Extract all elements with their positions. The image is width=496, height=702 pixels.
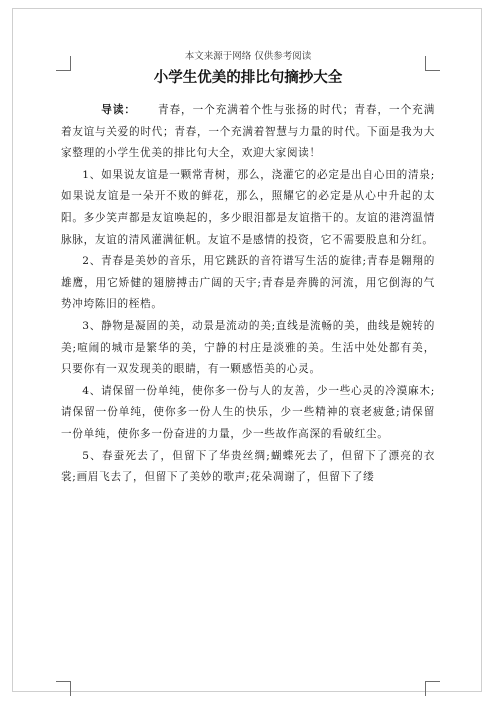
- crop-mark-bottom-right: [425, 681, 440, 696]
- paragraph-3: 3、静物是凝固的美，动景是流动的美;直线是流畅的美，曲线是婉转的美;喧闹的城市是繁华的美，宁静的村庄是淡雅的美。生活中处处都有美，只要你有一双发现美的眼睛，有一颗感悟美的心灵。: [61, 319, 435, 376]
- paragraph-2: 2、青春是美妙的音乐，用它跳跃的音符谱写生活的旋律;青春是翱翔的雄鹰，用它矫健的翅膀搏击广阔的天宇;青春是奔腾的河流，用它倒海的气势冲垮陈旧的桎梏。: [61, 255, 435, 311]
- paragraph-1: 1、如果说友谊是一颗常青树，那么，浇灌它的必定是出自心田的清泉;如果说友谊是一朵开不败的鲜花，那么，照耀它的必定是从心中升起的太阳。多少笑声都是友谊唤起的，多少眼泪都是友谊揩干的。友谊的港湾温情脉脉，友谊的清风灌满征帆。友谊不是感情的投资，它不需要股息和分红。: [61, 168, 435, 246]
- source-note: 本文来源于网络 仅供参考阅读: [184, 51, 312, 62]
- intro-label: 导读：: [101, 104, 136, 116]
- intro-text: 青春，一个充满着个性与张扬的时代；青春，一个充满着友谊与关爱的时代；青春，一个充满着智慧与力量的时代。下面是我为大家整理的小学生优美的排比句大全，欢迎大家阅读！: [61, 104, 435, 160]
- crop-mark-bottom-left: [56, 681, 71, 696]
- document-body: [61, 50, 435, 489]
- document-title: 小学生优美的排比句摘抄大全: [153, 70, 343, 86]
- paragraph-4: 4、请保留一份单纯，使你多一份与人的友善，少一些心灵的冷漠麻木;请保留一份单纯，使你多一份人生的快乐，少一些精神的衰老疲惫;请保留一份单纯，使你多一份奋进的力量，少一些故作高深的看破红尘。: [61, 384, 435, 440]
- intro-paragraph: [61, 100, 435, 165]
- paragraph-5: 5、春蚕死去了，但留下了华贵丝绸;蝴蝶死去了，但留下了漂亮的衣裳;画眉飞去了，但留下了美妙的歌声;花朵凋谢了，但留下了缕: [61, 449, 435, 484]
